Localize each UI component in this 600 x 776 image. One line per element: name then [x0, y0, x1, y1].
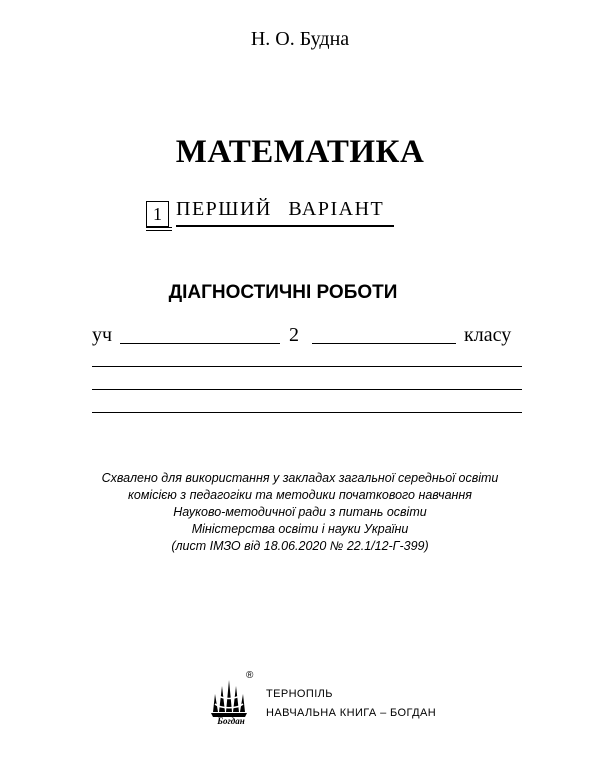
school-line-3[interactable]	[92, 412, 522, 413]
class-letter-line[interactable]	[312, 343, 456, 344]
registered-mark: ®	[246, 670, 254, 681]
author-name: Н. О. Будна	[250, 28, 350, 50]
student-prefix: уч	[92, 324, 113, 346]
publisher-name: НАВЧАЛЬНА КНИГА – БОГДАН	[266, 707, 437, 719]
approval-note	[0, 470, 600, 555]
approval-line: комісією з педагогіки та методики початкового навчання	[128, 488, 472, 502]
approval-line: Міністерства освіти і науки України	[191, 522, 409, 536]
book-title: МАТЕМАТИКА	[175, 134, 425, 170]
student-name-line[interactable]	[120, 343, 280, 344]
grade-number: 2	[289, 324, 299, 346]
school-line-1[interactable]	[92, 366, 522, 367]
variant-number-box: 1	[146, 201, 169, 227]
class-suffix: класу	[464, 324, 512, 346]
approval-line: Науково-методичної ради з питань освіти	[173, 505, 427, 519]
approval-line: (лист ІМЗО від 18.06.2020 № 22.1/12-Г-399)	[171, 539, 429, 553]
subtitle: ДІАГНОСТИЧНІ РОБОТИ	[168, 282, 398, 303]
publisher-city: ТЕРНОПІЛЬ	[266, 688, 333, 700]
approval-line: Схвалено для використання у закладах загальної середньої освіти	[101, 471, 499, 485]
variant-label: ПЕРШИЙ ВАРІАНТ	[176, 198, 394, 227]
school-line-2[interactable]	[92, 389, 522, 390]
variant-box-shadow	[146, 227, 172, 231]
logo-caption: Богдан	[217, 716, 245, 726]
